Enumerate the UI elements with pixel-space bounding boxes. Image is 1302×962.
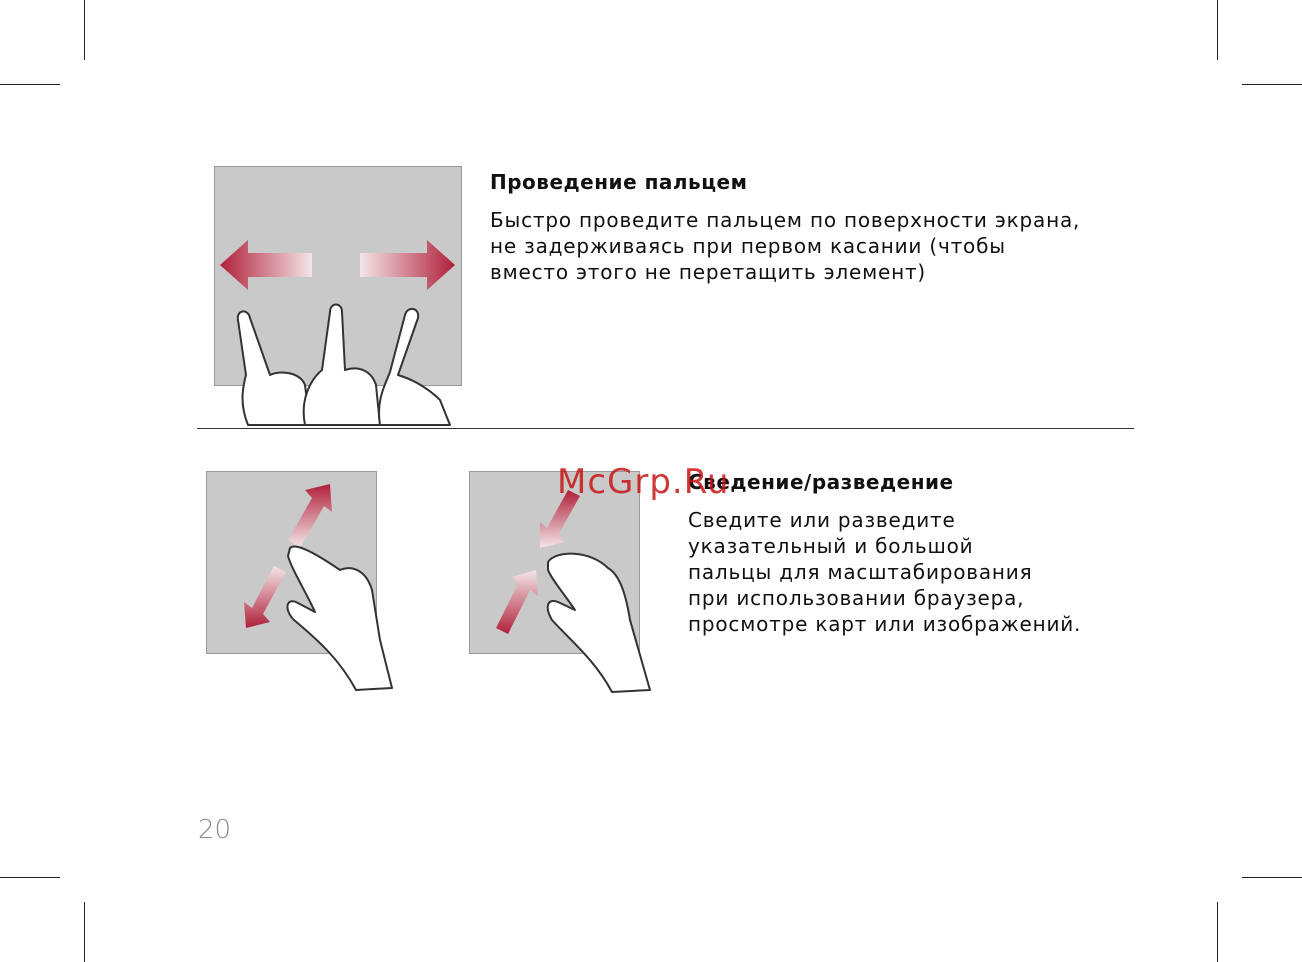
hand-icon xyxy=(287,547,650,692)
page-number: 20 xyxy=(198,815,232,845)
arrow-down-left-icon xyxy=(244,566,286,628)
swipe-line: вместо этого не перетащить элемент) xyxy=(490,260,927,284)
pinch-line: просмотре карт или изображений. xyxy=(688,612,1082,636)
arrow-up-right-icon xyxy=(496,570,538,634)
swipe-line: не задерживаясь при первом касании (чтобы xyxy=(490,234,1006,258)
pinch-description xyxy=(688,507,1081,637)
pinch-line: при использовании браузера, xyxy=(688,586,1025,610)
swipe-title: Проведение пальцем xyxy=(490,170,748,194)
pinch-title: Сведение/разведение xyxy=(688,470,954,494)
watermark: McGrp.Ru xyxy=(557,462,730,502)
swipe-line: Быстро проведите пальцем по поверхности экрана, xyxy=(490,208,1081,232)
pinch-line: указательный и большой xyxy=(688,534,974,558)
pinch-line: пальцы для масштабирования xyxy=(688,560,1033,584)
arrow-up-right-icon xyxy=(288,484,332,548)
pinch-line: Сведите или разведите xyxy=(688,508,956,532)
